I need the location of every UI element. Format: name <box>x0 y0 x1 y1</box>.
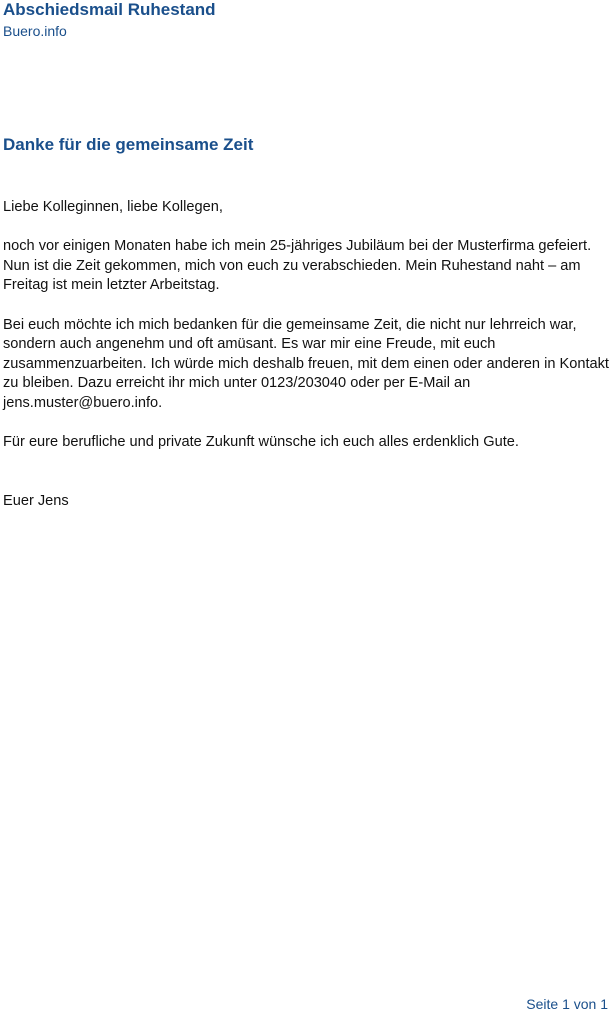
letter-paragraph: Bei euch möchte ich mich bedanken für die gemeinsame Zeit, die nicht nur lehrreich war, sondern auch angenehm und oft amüsant. Es war mir eine Freude, mit euch zusammenzuarbeiten. Ich würde mich deshalb freuen, mit dem einen oder anderen in Kontakt zu bleiben. Dazu erreicht ihr mich unter 0123/203040 oder per E-Mail an jens.muster@buero.info. <box>3 316 609 411</box>
document-header <box>3 0 216 41</box>
letter-signature: Euer Jens <box>3 492 69 509</box>
document-title: Abschiedsmail Ruhestand <box>3 0 216 19</box>
letter-paragraph: noch vor einigen Monaten habe ich mein 25-jähriges Jubiläum bei der Musterfirma gefeiert. Nun ist die Zeit gekommen, mich von euch zu verabschieden. Mein Ruhestand naht – am Freitag ist mein letzter Arbeitstag. <box>3 238 592 294</box>
page-number: Seite 1 von 1 <box>526 996 608 1012</box>
letter-heading: Danke für die gemeinsame Zeit <box>3 135 254 154</box>
letter-body <box>3 198 609 531</box>
letter-paragraph: Für eure berufliche und private Zukunft wünsche ich euch alles erdenklich Gute. <box>3 434 519 451</box>
letter-salutation: Liebe Kolleginnen, liebe Kollegen, <box>3 199 223 215</box>
document-source: Buero.info <box>3 23 67 39</box>
